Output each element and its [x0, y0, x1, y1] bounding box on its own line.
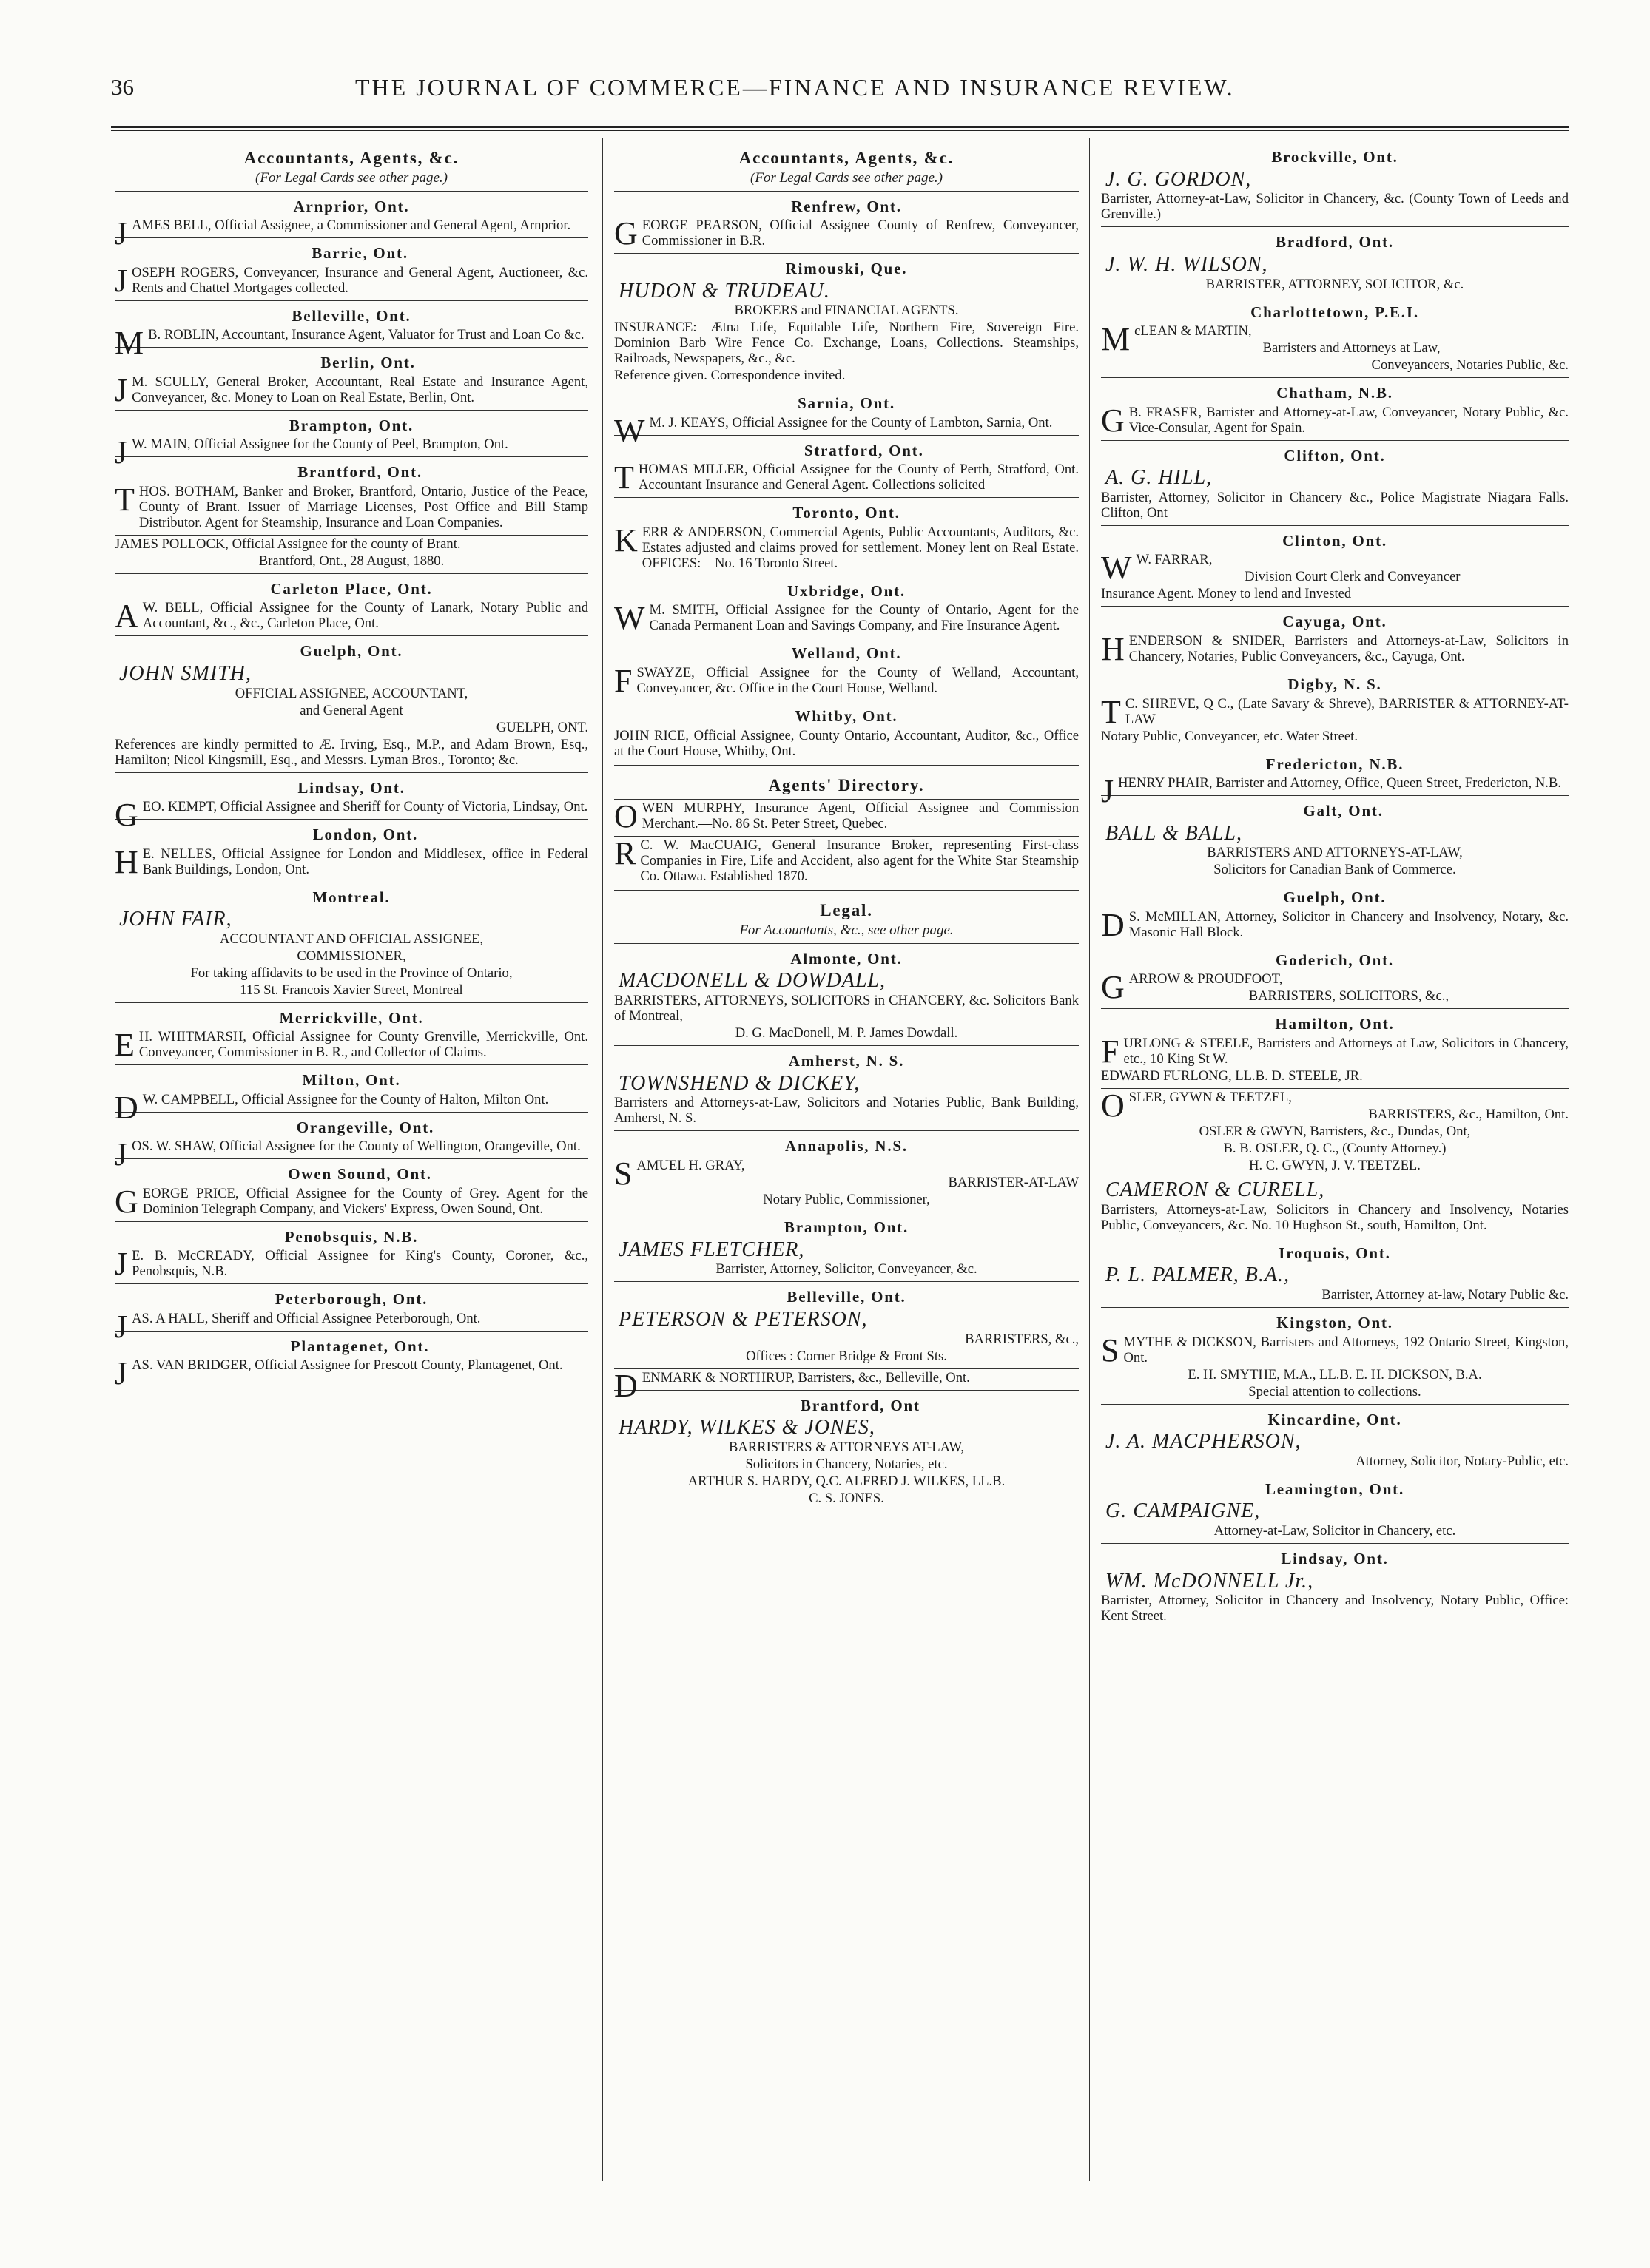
divider: [614, 943, 1079, 944]
firm-name: WM. McDONNELL Jr.,: [1105, 1569, 1314, 1593]
divider: [1101, 1404, 1569, 1405]
divider: [115, 1112, 588, 1113]
listing: R C. W. MacCUAIG, General Insurance Broker, representing First-class Companies in Fire, Life and Accident, also agent for the White Star Steamship Co. Ottawa. Established 1870.: [614, 835, 1079, 885]
listing: SMYTHE & DICKSON, Barristers and Attorneys, 192 Ontario Street, Kingston, Ont.: [1101, 1332, 1569, 1368]
listing: Barrister, Attorney, Solicitor in Chancery &c., Police Magistrate Niagara Falls. Clifton, Ont: [1101, 489, 1569, 521]
divider: [1101, 377, 1569, 378]
listing-line: E. H. SMYTHE, M.A., LL.B. E. H. DICKSON, B.A.: [1188, 1366, 1482, 1383]
listing: H E. NELLES, Official Assignee for London and Middlesex, office in Federal Bank Buildings, London, Ont.: [115, 843, 588, 880]
listing: FSWAYZE, Official Assignee for the County of Welland, Accountant, Conveyancer, &c. Office in the Court House, Welland.: [614, 663, 1079, 699]
listing: A W. BELL, Official Assignee for the County of Lanark, Notary Public and Accountant, &c., &c., Carleton Place, Ont.: [115, 598, 588, 635]
firm-name: JOHN SMITH,: [119, 661, 252, 685]
listing: J M. SCULLY, General Broker, Accountant, Real Estate and Insurance Agent, Conveyancer, &c. Money to Loan on Real Estate, Berlin, Ont.: [115, 371, 588, 408]
column-1: [115, 142, 588, 2181]
listing: INSURANCE:—Ætna Life, Equitable Life, Northern Fire, Sovereign Fire. Dominion Barb Wire Fence Co. Exchange, Loans, Collections. Steamships, Railroads, Newspapers, &c., &c.: [614, 320, 1079, 367]
divider: [614, 1281, 1079, 1282]
place-heading: Plantagenet, Ont.: [290, 1337, 430, 1355]
place-heading: Fredericton, N.B.: [1265, 755, 1404, 773]
listing-line: Insurance Agent. Money to lend and Invested: [1101, 586, 1352, 602]
listing-line: BROKERS and FINANCIAL AGENTS.: [734, 303, 959, 319]
listing: JAMES BELL, Official Assignee, a Commissioner and General Agent, Arnprior.: [115, 215, 571, 252]
divider: [1101, 1088, 1569, 1089]
listing: McLEAN & MARTIN,: [1101, 321, 1252, 358]
column-3: [1101, 142, 1569, 2181]
place-heading: Belleville, Ont.: [787, 1288, 906, 1306]
listing: THOS. BOTHAM, Banker and Broker, Brantford, Ontario, Justice of the Peace, County of Brant. Issuer of Marriage Licenses, Post Office and Bill Stamp Distributor. Agent for Steamship, Insurance and Loan Companies.: [115, 481, 588, 530]
firm-name: MACDONELL & DOWDALL,: [619, 969, 886, 993]
listing: Barrister, Attorney, Solicitor in Chancery and Insolvency, Notary Public, Office: Kent Street.: [1101, 1593, 1569, 1624]
divider: [1101, 795, 1569, 796]
listing: GEO. KEMPT, Official Assignee and Sheriff for County of Victoria, Lindsay, Ont.: [115, 797, 588, 834]
listing: GARROW & PROUDFOOT,: [1101, 969, 1283, 1006]
place-heading: Lindsay, Ont.: [1281, 1550, 1389, 1568]
firm-name: PETERSON & PETERSON,: [619, 1307, 868, 1331]
listing: W M. J. KEAYS, Official Assignee for the County of Lambton, Sarnia, Ont.: [614, 412, 1053, 449]
divider: [1101, 226, 1569, 227]
divider: [115, 1158, 588, 1159]
listing-dateline: Brantford, Ont., 28 August, 1880.: [258, 553, 445, 569]
listing: HENDERSON & SNIDER, Barristers and Attorneys-at-Law, Solicitors in Chancery, Notaries, Public Conveyancers, &c., Cayuga, Ont.: [1101, 631, 1569, 667]
place-heading: Amherst, N. S.: [788, 1052, 905, 1070]
listing-line: For taking affidavits to be used in the Province of Ontario,: [190, 965, 513, 981]
listing-line: ACCOUNTANT AND OFFICIAL ASSIGNEE,: [220, 931, 483, 947]
place-heading: Guelph, Ont.: [300, 642, 403, 661]
divider: [1101, 440, 1569, 441]
place-heading: Renfrew, Ont.: [791, 197, 902, 215]
place-heading: Annapolis, N.S.: [785, 1137, 908, 1155]
divider: [614, 191, 1079, 192]
listing-line: BARRISTER, ATTORNEY, SOLICITOR, &c.: [1205, 276, 1464, 292]
place-heading: Berlin, Ont.: [320, 354, 416, 372]
divider: [614, 1130, 1079, 1131]
divider: [115, 237, 588, 238]
listing-line: C. S. JONES.: [809, 1490, 884, 1506]
listing-line: Attorney-at-Law, Solicitor in Chancery, etc.: [1213, 1523, 1456, 1539]
place-heading: Merrickville, Ont.: [279, 1008, 424, 1027]
listing-line: OFFICIAL ASSIGNEE, ACCOUNTANT,: [235, 685, 468, 701]
place-heading: Stratford, Ont.: [804, 441, 924, 459]
place-heading: Owen Sound, Ont.: [288, 1165, 432, 1184]
listing: JOSEPH ROGERS, Conveyancer, Insurance and General Agent, Auctioneer, &c. Rents and Chattel Mortgages collected.: [115, 262, 588, 299]
divider: [614, 497, 1079, 498]
divider: [115, 1331, 588, 1332]
firm-name: JAMES FLETCHER,: [619, 1238, 805, 1261]
listing-line: B. B. OSLER, Q. C., (County Attorney.): [1223, 1140, 1447, 1156]
place-heading: Rimouski, Que.: [785, 260, 908, 278]
column-2: [614, 142, 1079, 2181]
listing-line: Barrister, Attorney, Solicitor, Conveyancer, &c.: [715, 1261, 977, 1278]
firm-name: J. G. GORDON,: [1105, 167, 1252, 191]
divider: [1101, 1543, 1569, 1544]
listing-line: and General Agent: [300, 702, 403, 718]
divider: [115, 191, 588, 192]
listing: JAS. VAN BRIDGER, Official Assignee for Prescott County, Plantagenet, Ont.: [115, 1355, 563, 1392]
place-heading: Barrie, Ont.: [312, 244, 408, 263]
listing: M B. ROBLIN, Accountant, Insurance Agent, Valuator for Trust and Loan Co &c.: [115, 325, 585, 362]
place-heading: Goderich, Ont.: [1276, 951, 1394, 969]
divider: [1101, 1008, 1569, 1009]
place-heading: Brockville, Ont.: [1271, 148, 1398, 166]
listing-line: BARRISTERS, &c., Hamilton, Ont.: [1368, 1106, 1569, 1122]
place-heading: Charlottetown, P.E.I.: [1250, 303, 1419, 321]
section-heading: Agents' Directory.: [768, 775, 925, 794]
divider: [115, 772, 588, 773]
divider: [115, 456, 588, 457]
listing: JHENRY PHAIR, Barrister and Attorney, Office, Queen Street, Fredericton, N.B.: [1101, 773, 1561, 810]
listing-line: Conveyancers, Notaries Public, &c.: [1371, 357, 1569, 374]
listing: GEORGE PRICE, Official Assignee for the County of Grey. Agent for the Dominion Telegraph Company, and Vickers' Express, Owen Sound, Ont.: [115, 1183, 588, 1220]
divider: [1101, 525, 1569, 526]
firm-name: J. W. H. WILSON,: [1105, 252, 1268, 276]
listing-line: EDWARD FURLONG, LL.B. D. STEELE, JR.: [1101, 1067, 1363, 1084]
listing-line: Special attention to collections.: [1248, 1383, 1421, 1400]
section-note: (For Legal Cards see other page.): [255, 169, 448, 186]
place-heading: London, Ont.: [312, 826, 419, 844]
column-divider: [602, 138, 603, 2181]
listing: Barrister, Attorney-at-Law, Solicitor in Chancery, &c. (County Town of Leeds and Grenville.): [1101, 191, 1569, 223]
place-heading: Orangeville, Ont.: [296, 1118, 435, 1136]
place-heading: Brantford, Ont.: [297, 463, 422, 482]
listing: Barristers and Attorneys-at-Law, Solicitors and Notaries Public, Bank Building, Amherst, N. S.: [614, 1095, 1079, 1127]
listing: Reference given. Correspondence invited.: [614, 368, 846, 384]
listing: BARRISTERS, ATTORNEYS, SOLICITORS in CHANCERY, &c. Solicitors Bank of Montreal,: [614, 993, 1079, 1025]
listing: OWEN MURPHY, Insurance Agent, Official Assignee and Commission Merchant.—No. 86 St. Peter Street, Quebec.: [614, 798, 1079, 835]
divider: [115, 819, 588, 820]
place-heading: Welland, Ont.: [791, 644, 902, 663]
firm-name: TOWNSHEND & DICKEY,: [619, 1071, 861, 1095]
listing-line: BARRISTERS & ATTORNEYS AT-LAW,: [728, 1439, 965, 1455]
listing-line: Barrister, Attorney at-law, Notary Public &c.: [1321, 1287, 1569, 1303]
listing: JOHN RICE, Official Assignee, County Ontario, Accountant, Auditor, &c., Office at the Court House, Whitby, Ont.: [614, 727, 1079, 759]
firm-name: HUDON & TRUDEAU.: [619, 279, 830, 303]
firm-name: HARDY, WILKES & JONES,: [619, 1416, 875, 1440]
divider: [115, 635, 588, 636]
firm-name: P. L. PALMER, B.A.,: [1105, 1263, 1290, 1287]
section-heading: Accountants, Agents, &c.: [243, 149, 459, 167]
listing: FURLONG & STEELE, Barristers and Attorneys at Law, Solicitors in Chancery, etc., 10 King St W.: [1101, 1033, 1569, 1070]
divider: [115, 1221, 588, 1222]
divider: [115, 410, 588, 411]
double-divider: [614, 890, 1079, 894]
place-heading: Cayuga, Ont.: [1282, 612, 1387, 631]
listing-line: Notary Public, Commissioner,: [763, 1192, 930, 1207]
place-heading: Clifton, Ont.: [1284, 446, 1386, 465]
place-heading: Toronto, Ont.: [792, 504, 900, 522]
listing-line: Offices : Corner Bridge & Front Sts.: [746, 1348, 947, 1364]
place-heading: Arnprior, Ont.: [293, 197, 410, 215]
listing-line: 115 St. Francois Xavier Street, Montreal: [240, 982, 463, 998]
place-heading: Peterborough, Ont.: [275, 1290, 428, 1309]
listing: E H. WHITMARSH, Official Assignee for County Grenville, Merrickville, Ont. Conveyancer, Commissioner in B. R., and Collector of Claims.: [115, 1027, 588, 1064]
divider: [1101, 606, 1569, 607]
place-heading: Uxbridge, Ont.: [787, 581, 906, 600]
place-heading: Clinton, Ont.: [1282, 531, 1387, 550]
divider: [614, 1045, 1079, 1046]
divider: [614, 1368, 1079, 1369]
listing: JAS. A HALL, Sheriff and Official Assignee Peterborough, Ont.: [115, 1308, 481, 1345]
divider: [115, 535, 588, 536]
listing: SAMUEL H. GRAY,: [614, 1155, 745, 1192]
running-head: THE JOURNAL OF COMMERCE—FINANCE AND INSURANCE REVIEW.: [355, 74, 1235, 101]
place-heading: Kincardine, Ont.: [1267, 1410, 1402, 1428]
listing-line: Notary Public, Conveyancer, etc. Water Street.: [1101, 728, 1358, 744]
listing-line: BARRISTERS, &c.,: [965, 1331, 1079, 1347]
listing: DENMARK & NORTHRUP, Barristers, &c., Belleville, Ont.: [614, 1367, 970, 1404]
place-heading: Guelph, Ont.: [1283, 888, 1387, 907]
listing: Barristers, Attorneys-at-Law, Solicitors in Chancery and Insolvency, Notaries Public, Conveyancers, &c. No. 10 Hughson St., south, Hamilton, Ont.: [1101, 1201, 1569, 1233]
firm-name: G. CAMPAIGNE,: [1105, 1499, 1261, 1523]
listing-line: Division Court Clerk and Conveyancer: [1245, 569, 1461, 585]
listing-line: H. C. GWYN, J. V. TEETZEL.: [1249, 1157, 1421, 1173]
listing-line: BARRISTER-AT-LAW: [948, 1175, 1079, 1190]
listing: JOS. W. SHAW, Official Assignee for the County of Wellington, Orangeville, Ont.: [115, 1136, 581, 1173]
place-heading: Kingston, Ont.: [1276, 1314, 1393, 1332]
firm-name: CAMERON & CURELL,: [1105, 1178, 1325, 1201]
divider: [115, 1002, 588, 1003]
firm-name: JOHN FAIR,: [119, 908, 232, 931]
page-number: 36: [111, 74, 134, 100]
place-heading: Brantford, Ont: [801, 1396, 920, 1414]
listing: References are kindly permitted to Æ. Irving, Esq., M.P., and Adam Brown, Esq., Hamilton; Nicol Kingsmill, Esq., and Messrs. Lyman Bros., Toronto; &c.: [115, 736, 588, 768]
listing: D W. CAMPBELL, Official Assignee for the County of Halton, Milton Ont.: [115, 1089, 549, 1126]
listing: GEORGE PEARSON, Official Assignee County of Renfrew, Conveyancer, Commissioner in B.R.: [614, 215, 1079, 252]
place-heading: Whitby, Ont.: [795, 707, 898, 725]
place-heading: Galt, Ont.: [1303, 802, 1384, 820]
listing-line: BARRISTERS AND ATTORNEYS-AT-LAW,: [1207, 845, 1463, 861]
section-heading: Accountants, Agents, &c.: [738, 149, 954, 167]
divider: [1101, 1307, 1569, 1308]
listing: J W. MAIN, Official Assignee for the County of Peel, Brampton, Ont.: [115, 434, 508, 471]
section-note: For Accountants, &c., see other page.: [739, 922, 954, 939]
column-divider: [1089, 138, 1090, 2181]
listing: W M. SMITH, Official Assignee for the County of Ontario, Agent for the Canada Permanent Loan and Savings Company, and Fire Insurance Agent.: [614, 600, 1079, 637]
place-heading: Carleton Place, Ont.: [270, 579, 433, 598]
divider: [115, 573, 588, 574]
listing: J E. B. McCREADY, Official Assignee for King's County, Coroner, &c., Penobsquis, N.B.: [115, 1246, 588, 1283]
listing-line: COMMISSIONER,: [297, 948, 406, 964]
listing-line: Attorney, Solicitor, Notary-Public, etc.: [1356, 1453, 1569, 1469]
firm-name: J. A. MACPHERSON,: [1105, 1430, 1302, 1454]
listing-line: OSLER & GWYN, Barristers, &c., Dundas, Ont,: [1199, 1123, 1471, 1139]
double-divider: [614, 765, 1079, 769]
listing-line: BARRISTERS, SOLICITORS, &c.,: [1248, 988, 1449, 1005]
place-heading: Hamilton, Ont.: [1275, 1015, 1395, 1033]
divider: [115, 1064, 588, 1065]
listing: JAMES POLLOCK, Official Assignee for the county of Brant.: [115, 536, 461, 552]
listing-line: Solicitors for Canadian Bank of Commerce.: [1213, 862, 1456, 878]
divider: [115, 300, 588, 301]
place-heading: Bradford, Ont.: [1276, 233, 1394, 252]
listing: D S. McMILLAN, Attorney, Solicitor in Chancery and Insolvency, Notary, &c. Masonic Hall Block.: [1101, 906, 1569, 943]
place-heading: Digby, N. S.: [1287, 675, 1382, 693]
listing: G B. FRASER, Barrister and Attorney-at-Law, Conveyancer, Notary Public, &c. Vice-Consular, Agent for Spain.: [1101, 402, 1569, 439]
place-heading: Penobsquis, N.B.: [284, 1227, 419, 1246]
divider: [115, 347, 588, 348]
place-heading: Chatham, N.B.: [1276, 384, 1393, 402]
place-heading: Iroquois, Ont.: [1279, 1243, 1391, 1262]
listing: THOMAS MILLER, Official Assignee for the County of Perth, Stratford, Ont. Accountant Insurance and General Agent. Collections solicited: [614, 459, 1079, 496]
place-heading: Brampton, Ont.: [289, 416, 414, 434]
place-heading: Brampton, Ont.: [784, 1218, 909, 1236]
place-heading: Milton, Ont.: [302, 1071, 401, 1090]
header-rule: [111, 126, 1569, 131]
firm-name: BALL & BALL,: [1105, 821, 1242, 845]
divider: [614, 253, 1079, 254]
divider: [115, 1283, 588, 1284]
section-heading: Legal.: [820, 901, 873, 920]
listing: KERR & ANDERSON, Commercial Agents, Public Accountants, Auditors, &c. Estates adjusted and claims proved for settlement. Money lent on Real Estate. OFFICES:—No. 16 Toronto Street.: [614, 522, 1079, 571]
listing-line: D. G. MacDonell, M. P. James Dowdall.: [735, 1025, 958, 1042]
place-heading: Montreal.: [312, 888, 391, 906]
place-heading: Lindsay, Ont.: [297, 778, 405, 797]
place-heading: Almonte, Ont.: [790, 949, 903, 968]
listing-line: Solicitors in Chancery, Notaries, etc.: [745, 1456, 948, 1472]
place-heading: Sarnia, Ont.: [798, 394, 895, 413]
place-heading: Belleville, Ont.: [292, 306, 411, 325]
listing-line: Barristers and Attorneys at Law,: [1262, 340, 1441, 357]
divider: [614, 435, 1079, 436]
listing-line: GUELPH, ONT.: [496, 719, 588, 735]
listing: W W. FARRAR,: [1101, 550, 1213, 587]
place-heading: Leamington, Ont.: [1265, 1479, 1405, 1498]
listing: T C. SHREVE, Q C., (Late Savary & Shreve), BARRISTER & ATTORNEY-AT-LAW: [1101, 693, 1569, 730]
divider: [614, 1390, 1079, 1391]
section-note: (For Legal Cards see other page.): [750, 169, 943, 186]
listing-line: ARTHUR S. HARDY, Q.C. ALFRED J. WILKES, LL.B.: [687, 1473, 1006, 1489]
firm-name: A. G. HILL,: [1105, 466, 1213, 490]
listing: OSLER, GYWN & TEETZEL,: [1101, 1087, 1292, 1124]
